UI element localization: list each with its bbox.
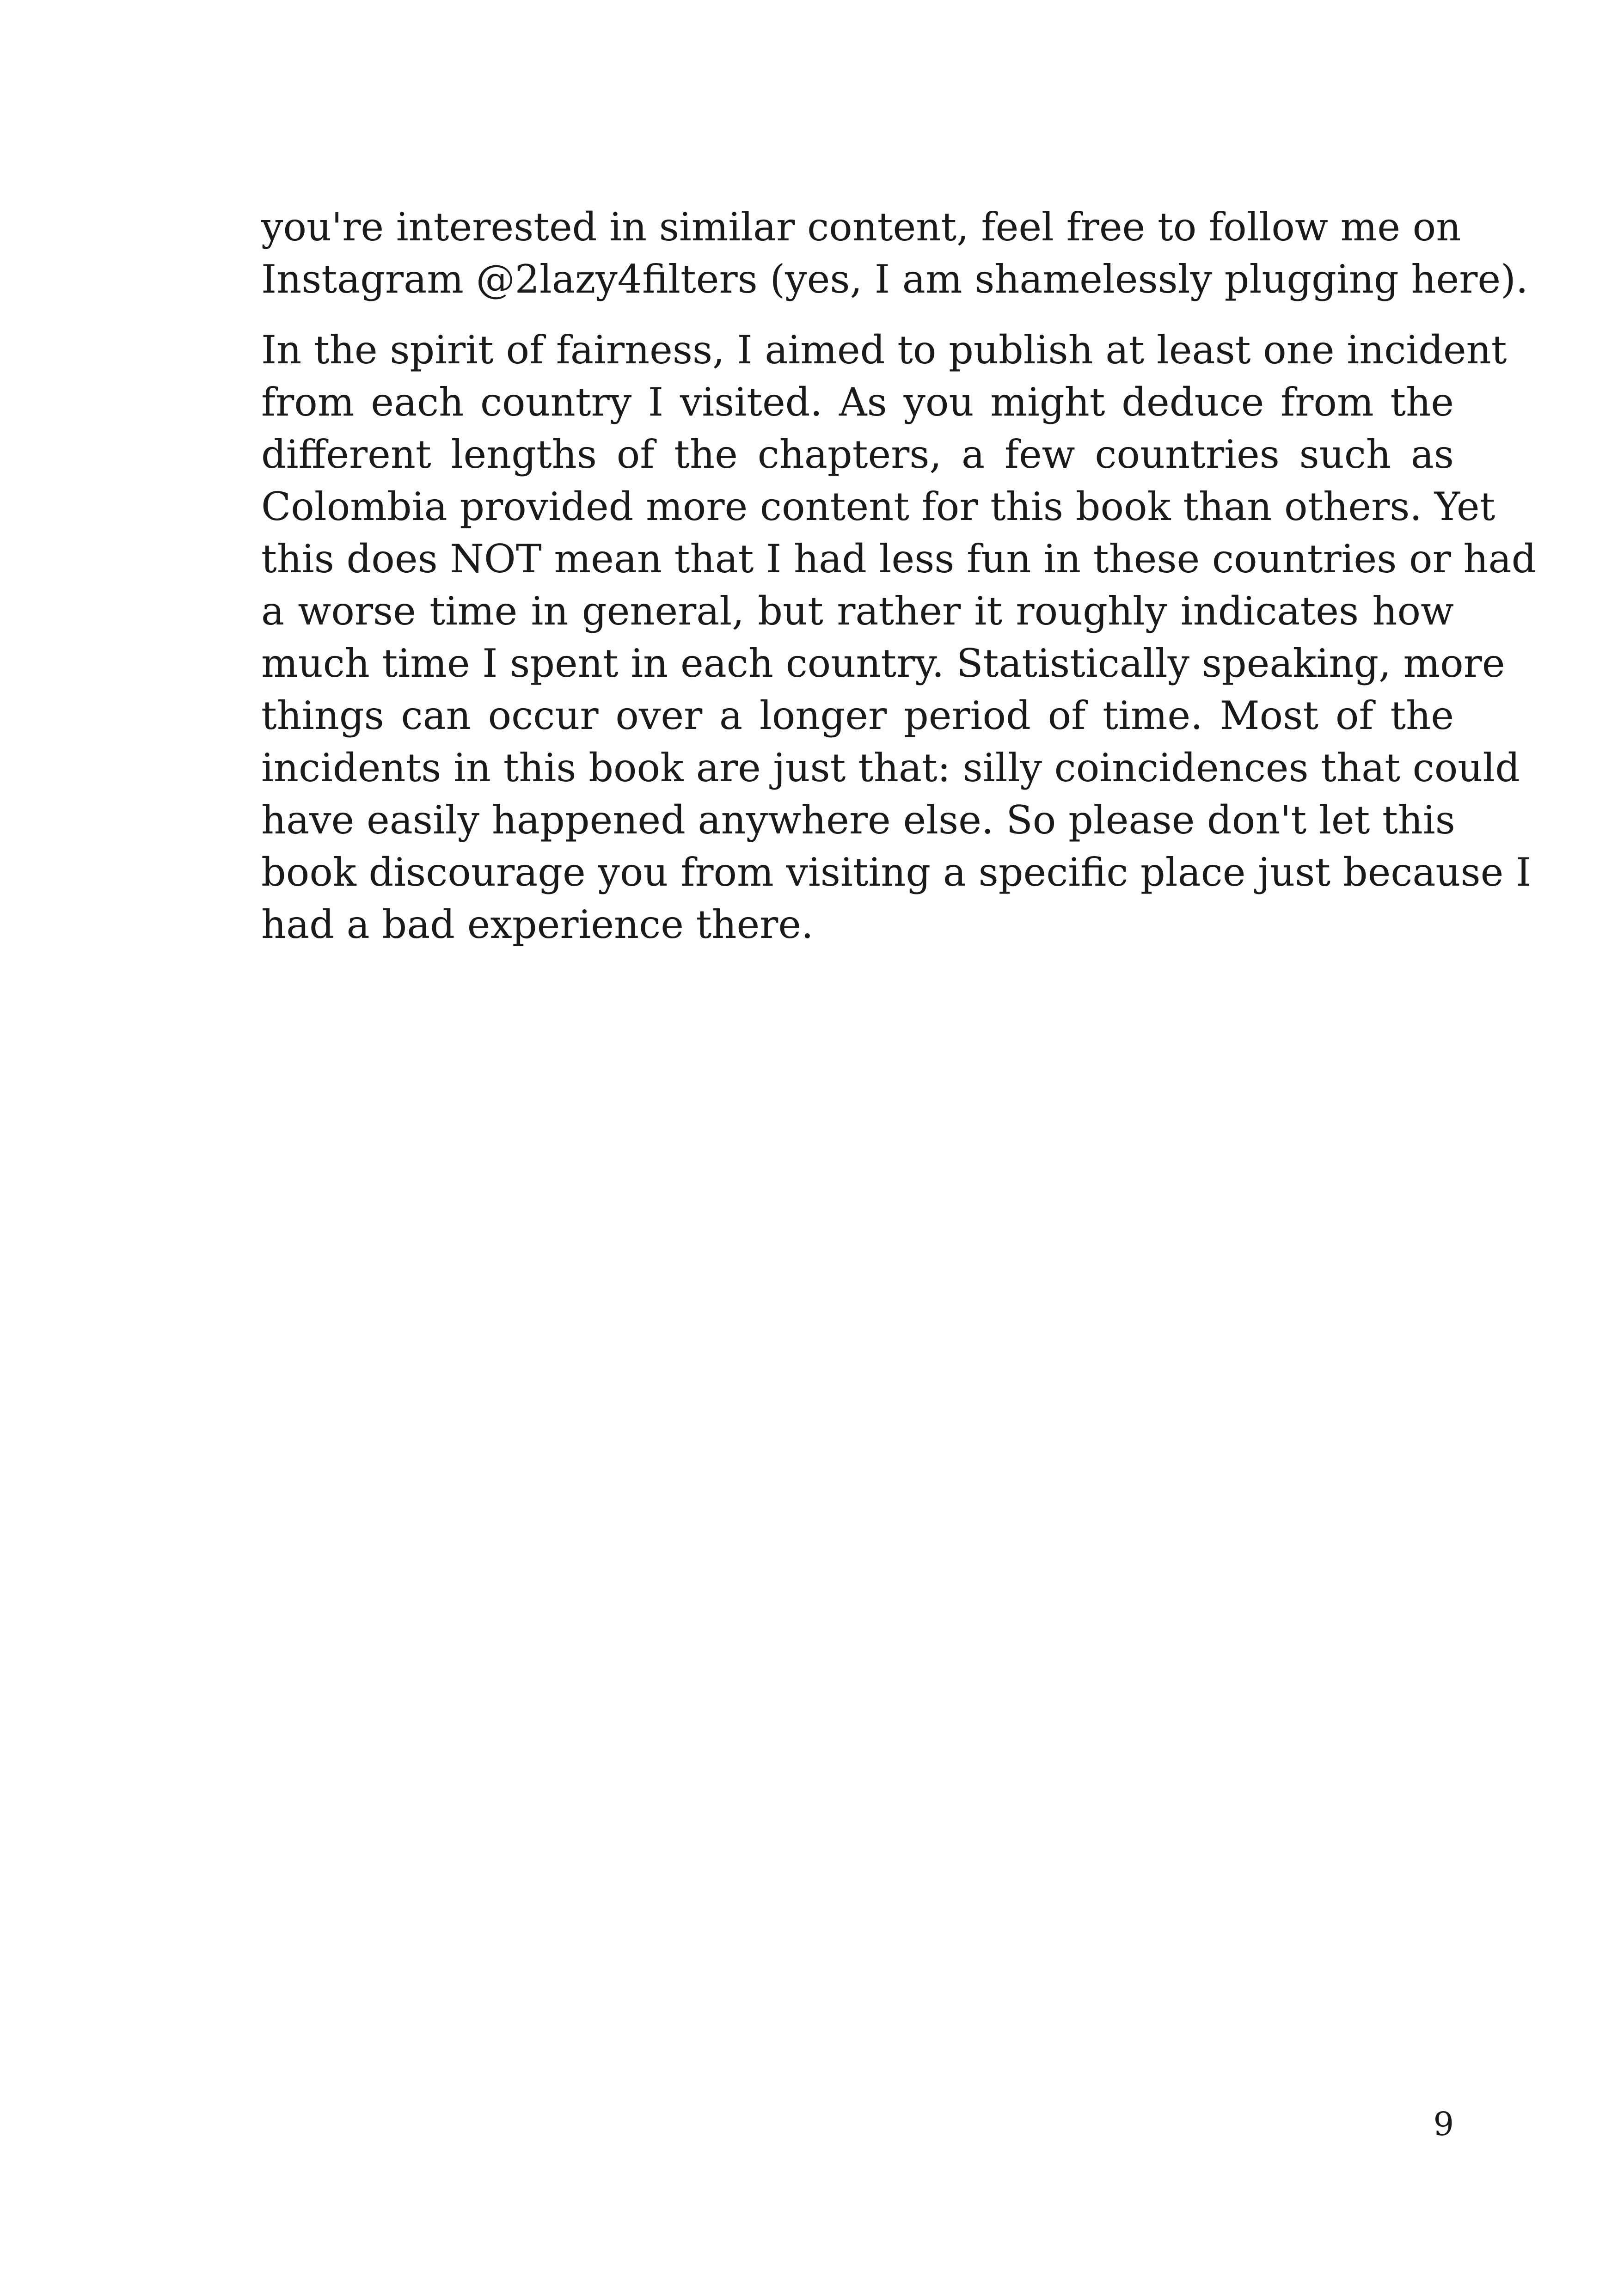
text-line: much time I spent in each country. Statistically speaking, more: [261, 641, 1505, 686]
text-line: have easily happened anywhere else. So please don't let this: [261, 797, 1455, 843]
text-line: you're interested in similar content, feel free to follow me on: [261, 204, 1461, 250]
text-line: Colombia provided more content for this book than others. Yet: [261, 484, 1495, 529]
text-line: book discourage you from visiting a specific place just because I: [261, 850, 1532, 895]
paragraph-1: [261, 201, 1528, 306]
page-number: 9: [1433, 2105, 1454, 2143]
text-line: had a bad experience there.: [261, 902, 814, 947]
text-line: a worse time in general, but rather it roughly indicates how: [261, 588, 1454, 634]
text-line: from each country I visited. As you might deduce from the: [261, 380, 1454, 425]
text-line: different lengths of the chapters, a few countries such as: [261, 432, 1454, 477]
text-line: In the spirit of fairness, I aimed to publish at least one incident: [261, 327, 1507, 373]
body-text: [261, 201, 1537, 951]
text-line: this does NOT mean that I had less fun in these countries or had: [261, 536, 1537, 582]
text-line: things can occur over a longer period of time. Most of the: [261, 693, 1454, 738]
text-line: incidents in this book are just that: silly coincidences that could: [261, 745, 1520, 790]
paragraph-2: [261, 324, 1537, 951]
paragraph-spacer: [261, 306, 1454, 324]
text-line: Instagram @2lazy4filters (yes, I am shamelessly plugging here).: [261, 257, 1528, 302]
